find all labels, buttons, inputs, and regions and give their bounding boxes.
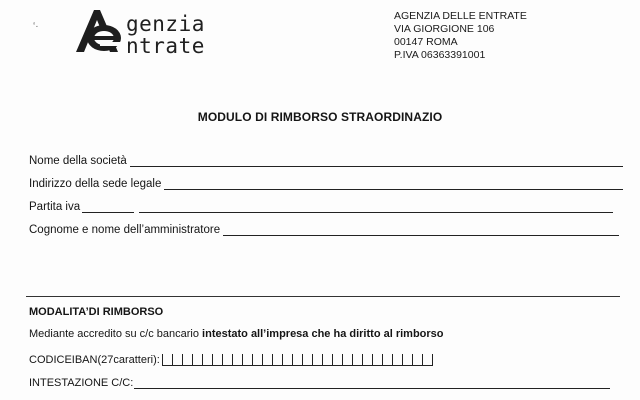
agency-name: AGENZIA DELLE ENTRATE [394,10,527,22]
section-divider [26,296,620,297]
iban-label: CODICEIBAN(27caratteri): [29,354,160,366]
iban-char-box[interactable] [162,354,172,366]
payment-description [29,328,444,340]
iban-char-box[interactable] [302,354,312,366]
iban-char-box[interactable] [362,354,372,366]
payment-description-plain: Mediante accredito su c/c bancario [29,328,203,340]
iban-char-box[interactable] [312,354,322,366]
iban-char-box[interactable] [262,354,272,366]
iban-char-box[interactable] [192,354,202,366]
company-name-label: Nome della società [29,155,127,167]
account-holder-line[interactable] [134,377,610,389]
vat-number-label: Partita iva [29,201,81,213]
account-holder-label: INTESTAZIONE C/C: [29,377,134,389]
iban-char-box[interactable] [422,354,433,366]
agency-street: VIA GIORGIONE 106 [394,23,495,35]
iban-char-box[interactable] [242,354,252,366]
vat-number-field[interactable] [29,201,613,213]
iban-char-box[interactable] [232,354,242,366]
administrator-name-field[interactable] [29,224,619,236]
agency-city: 00147 ROMA [394,36,458,48]
iban-char-box[interactable] [402,354,412,366]
vat-number-line-short[interactable] [82,201,134,213]
iban-char-box[interactable] [322,354,332,366]
iban-char-box[interactable] [252,354,262,366]
payment-section-title: MODALITA’DI RIMBORSO [29,306,164,318]
agency-vat: P.IVA 06363391001 [394,49,486,61]
iban-char-box[interactable] [272,354,282,366]
registered-office-label: Indirizzo della sede legale [29,178,162,190]
vat-number-line-long[interactable] [139,201,613,213]
logo-text-agenzia: genzia [126,12,205,36]
iban-character-boxes[interactable] [162,354,433,366]
iban-char-box[interactable] [392,354,402,366]
account-holder-field[interactable] [29,377,610,389]
administrator-name-label: Cognome e nome dell’amministratore [29,224,221,236]
administrator-name-line[interactable] [223,224,619,236]
company-name-field[interactable] [29,155,623,167]
iban-char-box[interactable] [182,354,192,366]
logo-text-entrate: ntrate [126,34,205,58]
payment-description-bold: intestato all’impresa che ha diritto al rimborso [202,328,444,340]
address-block [394,10,527,62]
iban-field[interactable] [29,354,433,366]
iban-char-box[interactable] [352,354,362,366]
form-title: MODULO DI RIMBORSO STRAORDINAZIO [197,110,443,124]
iban-char-box[interactable] [282,354,292,366]
company-name-line[interactable] [130,155,623,167]
iban-char-box[interactable] [202,354,212,366]
iban-char-box[interactable] [172,354,182,366]
registered-office-line[interactable] [164,178,623,190]
agenzia-entrate-logo-icon [70,6,130,56]
iban-char-box[interactable] [382,354,392,366]
iban-char-box[interactable] [412,354,422,366]
registered-office-field[interactable] [29,178,623,190]
scan-speck: ‘· [33,21,39,32]
iban-char-box[interactable] [222,354,232,366]
iban-char-box[interactable] [332,354,342,366]
iban-char-box[interactable] [372,354,382,366]
iban-char-box[interactable] [342,354,352,366]
iban-char-box[interactable] [292,354,302,366]
iban-char-box[interactable] [212,354,222,366]
